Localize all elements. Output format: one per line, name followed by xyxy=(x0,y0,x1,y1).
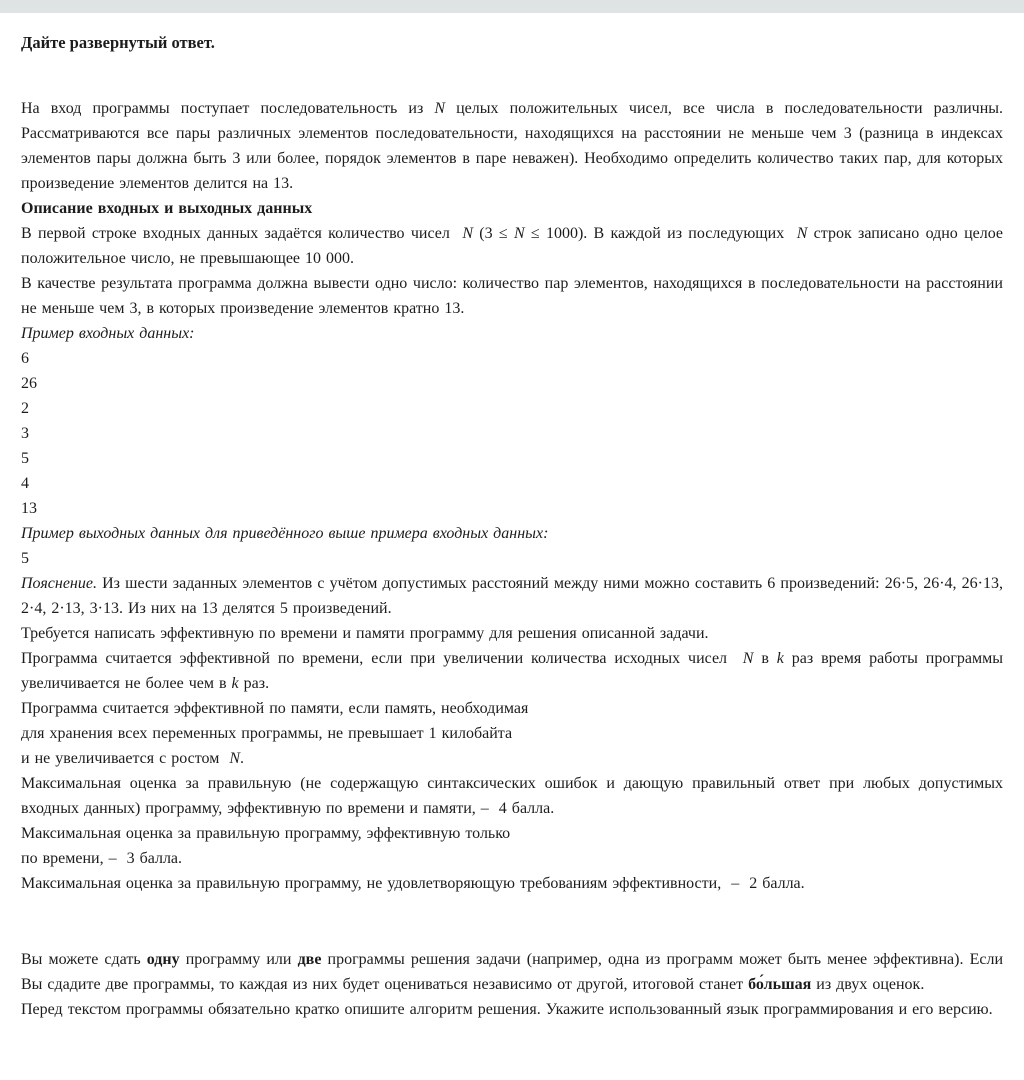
text-run: N xyxy=(462,225,474,242)
text-run: одну xyxy=(146,951,180,968)
text-run: Максимальная оценка за правильную программу, не удовлетворяющую требованиям эффективности, – 2 балла. xyxy=(21,875,805,892)
text-run: Программа считается эффективной по памяти, если память, необходимая xyxy=(21,700,529,717)
text-run: Пример входных данных: xyxy=(21,325,195,342)
text-run: и не увеличивается с ростом xyxy=(21,750,230,767)
text-run: Пояснение. xyxy=(21,575,97,592)
example-input-line-7 xyxy=(21,496,1003,521)
text-run: 13 xyxy=(21,500,37,517)
text-run: 5 xyxy=(21,550,29,567)
memory-efficiency-line-3 xyxy=(21,746,1003,771)
text-run: (3 ≤ xyxy=(473,225,514,242)
text-run: 2 xyxy=(21,400,29,417)
text-run: две xyxy=(297,951,322,968)
text-run: N xyxy=(796,225,808,242)
efficiency-requirement xyxy=(21,621,1003,646)
submission-note xyxy=(21,947,1003,997)
example-output-value xyxy=(21,546,1003,571)
text-run: Пример выходных данных для приведённого выше примера входных данных: xyxy=(21,525,549,542)
text-run: 5 xyxy=(21,450,29,467)
example-input-line-6 xyxy=(21,471,1003,496)
text-run: Описание входных и выходных данных xyxy=(21,200,313,217)
text-run: Программа считается эффективной по времени, если при увеличении количества исходных чисел xyxy=(21,650,743,667)
page-title: Дайте развернутый ответ. xyxy=(21,33,215,52)
text-run: В первой строке входных данных задаётся количество чисел xyxy=(21,225,463,242)
text-run: Перед текстом программы обязательно кратко опишите алгоритм решения. Укажите использованный язык программирования и его версию. xyxy=(21,1001,993,1018)
text-run: раз время работы программы увеличивается не более чем в xyxy=(21,650,1003,692)
text-run: N xyxy=(513,225,525,242)
output-format xyxy=(21,271,1003,321)
top-bar xyxy=(0,0,1024,13)
example-input-line-1 xyxy=(21,346,1003,371)
text-run: . xyxy=(240,750,245,767)
text-run: бо́льшая xyxy=(748,976,812,993)
text-run: по времени, – 3 балла. xyxy=(21,850,183,867)
document-blocks xyxy=(21,96,1003,1022)
text-run: Из шести заданных элементов с учётом допустимых расстояний между ними можно составить 6 произведений: 26·5, 26·4, 26·13, 2·4, 2·13, 3·13. Из них на 13 делятся 5 произведений. xyxy=(21,575,1003,617)
text-run: программы решения задачи (например, одна из программ может быть менее эффективна). Если Вы сдадите две программы, то каждая из них будет оцениваться независимо от другой, итоговой станет xyxy=(21,951,1004,993)
memory-efficiency-line-2 xyxy=(21,721,1003,746)
text-run: 4 xyxy=(21,475,29,492)
document-content xyxy=(0,30,1024,1022)
text-run: Максимальная оценка за правильную программу, эффективную только xyxy=(21,825,511,842)
input-format xyxy=(21,221,1003,271)
text-run: 3 xyxy=(21,425,29,442)
text-run: N xyxy=(742,650,754,667)
example-input-label xyxy=(21,321,1003,346)
example-input-line-2 xyxy=(21,371,1003,396)
text-run: Требуется написать эффективную по времени и памяти программу для решения описанной задачи. xyxy=(21,625,709,642)
example-output-label xyxy=(21,521,1003,546)
example-input-line-5 xyxy=(21,446,1003,471)
text-run: для хранения всех переменных программы, не превышает 1 килобайта xyxy=(21,725,513,742)
algorithm-description-note xyxy=(21,997,1003,1022)
text-run: k xyxy=(231,675,239,692)
text-run: программу или xyxy=(179,951,298,968)
max-score-3-points-line-2 xyxy=(21,846,1003,871)
text-run: Вы можете сдать xyxy=(21,951,147,968)
text-run: k xyxy=(776,650,784,667)
text-run: 6 xyxy=(21,350,29,367)
max-score-4-points xyxy=(21,771,1003,821)
text-run: На вход программы поступает последовательность из xyxy=(21,100,435,117)
time-efficiency-definition xyxy=(21,646,1003,696)
example-input-line-3 xyxy=(21,396,1003,421)
text-run: целых положительных чисел, все числа в последовательности различны. Рассматриваются все пары различных элементов последовательности, находящихся на расстоянии не меньше чем 3 (разница в индексах элементов пары должна быть 3 или более, порядок элементов в паре неважен). Необходимо определить количество таких пар, для которых произведение элементов делится на 13. xyxy=(21,100,1004,192)
text-run: N xyxy=(229,750,241,767)
text-run: ≤ 1000). В каждой из последующих xyxy=(524,225,797,242)
io-description-heading xyxy=(21,196,1003,221)
text-run: раз. xyxy=(238,675,270,692)
text-run: N xyxy=(434,100,446,117)
explanation xyxy=(21,571,1003,621)
text-run: из двух оценок. xyxy=(811,976,925,993)
text-run: В качестве результата программа должна вывести одно число: количество пар элементов, находящихся в последовательности на расстоянии не меньше чем 3, в которых произведение элементов кратно 13. xyxy=(21,275,1003,317)
text-run: 26 xyxy=(21,375,37,392)
problem-statement xyxy=(21,96,1003,196)
text-run: строк записано одно целое положительное число, не превышающее 10 000. xyxy=(21,225,1004,267)
example-input-line-4 xyxy=(21,421,1003,446)
memory-efficiency-line-1 xyxy=(21,696,1003,721)
max-score-3-points-line-1 xyxy=(21,821,1003,846)
text-run: Максимальная оценка за правильную (не содержащую синтаксических ошибок и дающую правильный ответ при любых допустимых входных данных) программу, эффективную по времени и памяти, – 4 балла. xyxy=(21,775,1003,817)
max-score-2-points xyxy=(21,871,1003,896)
text-run: в xyxy=(753,650,777,667)
